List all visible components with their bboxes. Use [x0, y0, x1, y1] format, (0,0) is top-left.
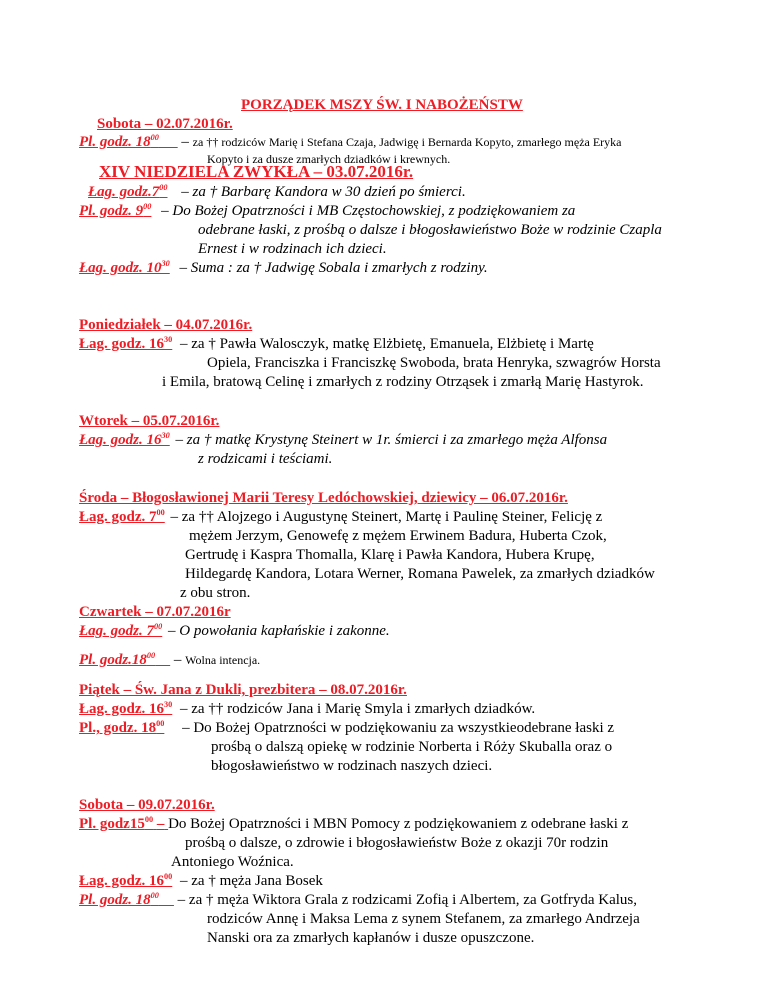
mass-time: Pl. godz. $9^{00}$ — [79, 202, 152, 219]
mass-intention: za †† rodziców Marię i Stefana Czaja, Jadwigę i Bernarda Kopyto, zmarłego męża Eryka — [192, 135, 622, 149]
day-header-czwartek: Czwartek – 07.07.2016r — [79, 604, 231, 620]
mass-entry — [79, 815, 628, 833]
day-header-sobota-1: Sobota – 02.07.2016r. — [97, 116, 233, 132]
mass-entry — [88, 183, 466, 201]
mass-time: Łag. godz. $16^{30}$ — [79, 431, 170, 448]
mass-intention: – O powołania kapłańskie i zakonne. — [168, 623, 390, 639]
mass-intention-cont: Ernest i w rodzinach ich dzieci. — [198, 241, 387, 257]
day-header-poniedzialek: Poniedziałek – 04.07.2016r. — [79, 317, 253, 333]
mass-entry — [79, 719, 614, 737]
mass-time: Łag. $godz.7^{00}$ — [88, 183, 168, 200]
day-header-wtorek: Wtorek – 05.07.2016r. — [79, 413, 220, 429]
mass-intention-cont: Antoniego Woźnica. — [171, 854, 294, 870]
mass-time: Łag. godz. $16^{00}$ — [79, 872, 173, 889]
mass-entry — [79, 259, 488, 277]
mass-intention: – Do Bożej Opatrzności i MB Częstochowskiej, z podziękowaniem za — [161, 203, 576, 219]
mass-entry — [79, 202, 575, 220]
day-header-niedziela: XIV NIEDZIELA ZWYKŁA – 03.07.2016r. — [99, 162, 414, 181]
mass-intention-cont: Opiela, Franciszka i Franciszkę Swoboda, brata Henryka, szwagrów Horsta — [207, 355, 661, 371]
mass-time: Łag. godz. $16^{30}$ — [79, 700, 173, 717]
mass-time: Pl., godz. $18^{00}$ — [79, 719, 165, 736]
day-header-sroda: Środa – Błogosławionej Marii Teresy Ledóchowskiej, dziewicy – 06.07.2016r. — [79, 490, 568, 506]
mass-intention: – za †† Alojzego i Augustynę Steinert, Martę i Paulinę Steiner, Felicję z — [170, 509, 603, 525]
mass-entry — [79, 700, 535, 718]
day-header-piatek: Piątek – Św. Jana z Dukli, prezbitera – 08.07.2016r. — [79, 682, 407, 698]
mass-intention: Do Bożej Opatrzności i MBN Pomocy z podziękowaniem z odebrane łaski z — [168, 816, 629, 832]
mass-entry — [79, 431, 607, 449]
mass-entry: Pl. godz. $18^{00}$ – za † męża Wiktora Grala z rodzicami Zofią i Albertem, za Gotfryda Kalus, — [79, 891, 638, 908]
mass-intention-cont: prośbą o dalsze, o zdrowie i błogosławieństw Boże z okazji 70r rodzin — [185, 835, 609, 851]
mass-intention-cont: z rodzicami i teściami. — [198, 451, 333, 467]
mass-intention-cont: i Emila, bratową Celinę i zmarłych z rodziny Otrząsek i zmarłą Marię Hastyrok. — [162, 374, 644, 390]
mass-entry — [79, 872, 323, 890]
mass-intention: – za † Pawła Walosczyk, matkę Elżbietę, Emanuela, Elżbietę i Martę — [180, 336, 594, 352]
mass-entry — [79, 508, 602, 526]
mass-entry — [79, 622, 390, 640]
mass-time: Pl. godz. $18^{00}$ — [79, 891, 159, 908]
mass-intention: – za † Barbarę Kandora w 30 dzień po śmierci. — [181, 184, 466, 200]
mass-intention-cont: Nanski ora za zmarłych kapłanów i dusze opuszczone. — [207, 930, 535, 946]
mass-time: Łag. godz. $16^{30}$ — [79, 335, 173, 352]
mass-intention: – Suma : za † Jadwigę Sobala i zmarłych z rodziny. — [179, 260, 488, 276]
mass-intention-cont: prośbą o dalszą opiekę w rodzinie Norberta i Róży Skuballa oraz o — [211, 739, 613, 755]
mass-intention-cont: Hildegardę Kandora, Lotara Werner, Romana Pawelek, za zmarłych dziadków — [185, 566, 655, 582]
mass-intention-cont: odebrane łaski, z prośbą o dalsze i błogosławieństwo Boże w rodzinie Czapla — [198, 222, 662, 238]
mass-intention-cont: Gertrudę i Kaspra Thomalla, Klarę i Pawła Kandora, Hubera Krupę, — [185, 547, 595, 563]
mass-entry: Pl. godz. $18^{00}$ – za †† rodziców Marię i Stefana Czaja, Jadwigę i Bernarda Kopyto, zmarłego męża Eryka — [79, 133, 622, 150]
mass-time: Pl. $godz.18^{00}$ — [79, 651, 156, 668]
mass-intention: – za † męża Jana Bosek — [180, 873, 323, 889]
mass-intention: – za †† rodziców Jana i Marię Smyla i zmarłych dziadków. — [180, 701, 536, 717]
mass-intention-cont: błogosławieństwo w rodzinach naszych dzieci. — [211, 758, 493, 774]
mass-intention: – za † matkę Krystynę Steinert w 1r. śmierci i za zmarłego męża Alfonsa — [175, 432, 608, 448]
mass-time: Łag. godz. $7^{00}$ — [79, 622, 163, 639]
mass-intention-cont: z obu stron. — [180, 585, 251, 601]
mass-intention: – Do Bożej Opatrzności w podziękowaniu za wszystkieodebrane łaski z — [182, 720, 615, 736]
mass-time: Łag. godz. $10^{30}$ — [79, 259, 170, 276]
mass-entry: Pl. $godz.18^{00}$ – Wolna intencja. — [79, 651, 261, 668]
mass-intention: Wolna intencja. — [185, 653, 261, 667]
day-header-sobota-2: Sobota – 09.07.2016r. — [79, 797, 215, 813]
mass-intention-cont: rodziców Annę i Maksa Lema z synem Stefanem, za zmarłego Andrzeja — [207, 911, 640, 927]
mass-intention-cont: mężem Jerzym, Genowefę z mężem Erwinem Badura, Huberta Czok, — [189, 528, 607, 544]
mass-time: Łag. godz. $7^{00}$ — [79, 508, 165, 525]
mass-intention-cont: Kopyto i za dusze zmarłych dziadków i krewnych. — [207, 152, 451, 166]
mass-time: Pl. $godz15^{00}$ – — [79, 815, 165, 832]
mass-intention: za † męża Wiktora Grala z rodzicami Zofią i Albertem, za Gotfryda Kalus, — [188, 892, 638, 908]
page-title: PORZĄDEK MSZY ŚW. I NABOŻEŃSTW — [241, 97, 523, 113]
mass-entry — [79, 335, 594, 353]
mass-time: Pl. godz. $18^{00}$ — [79, 133, 159, 150]
